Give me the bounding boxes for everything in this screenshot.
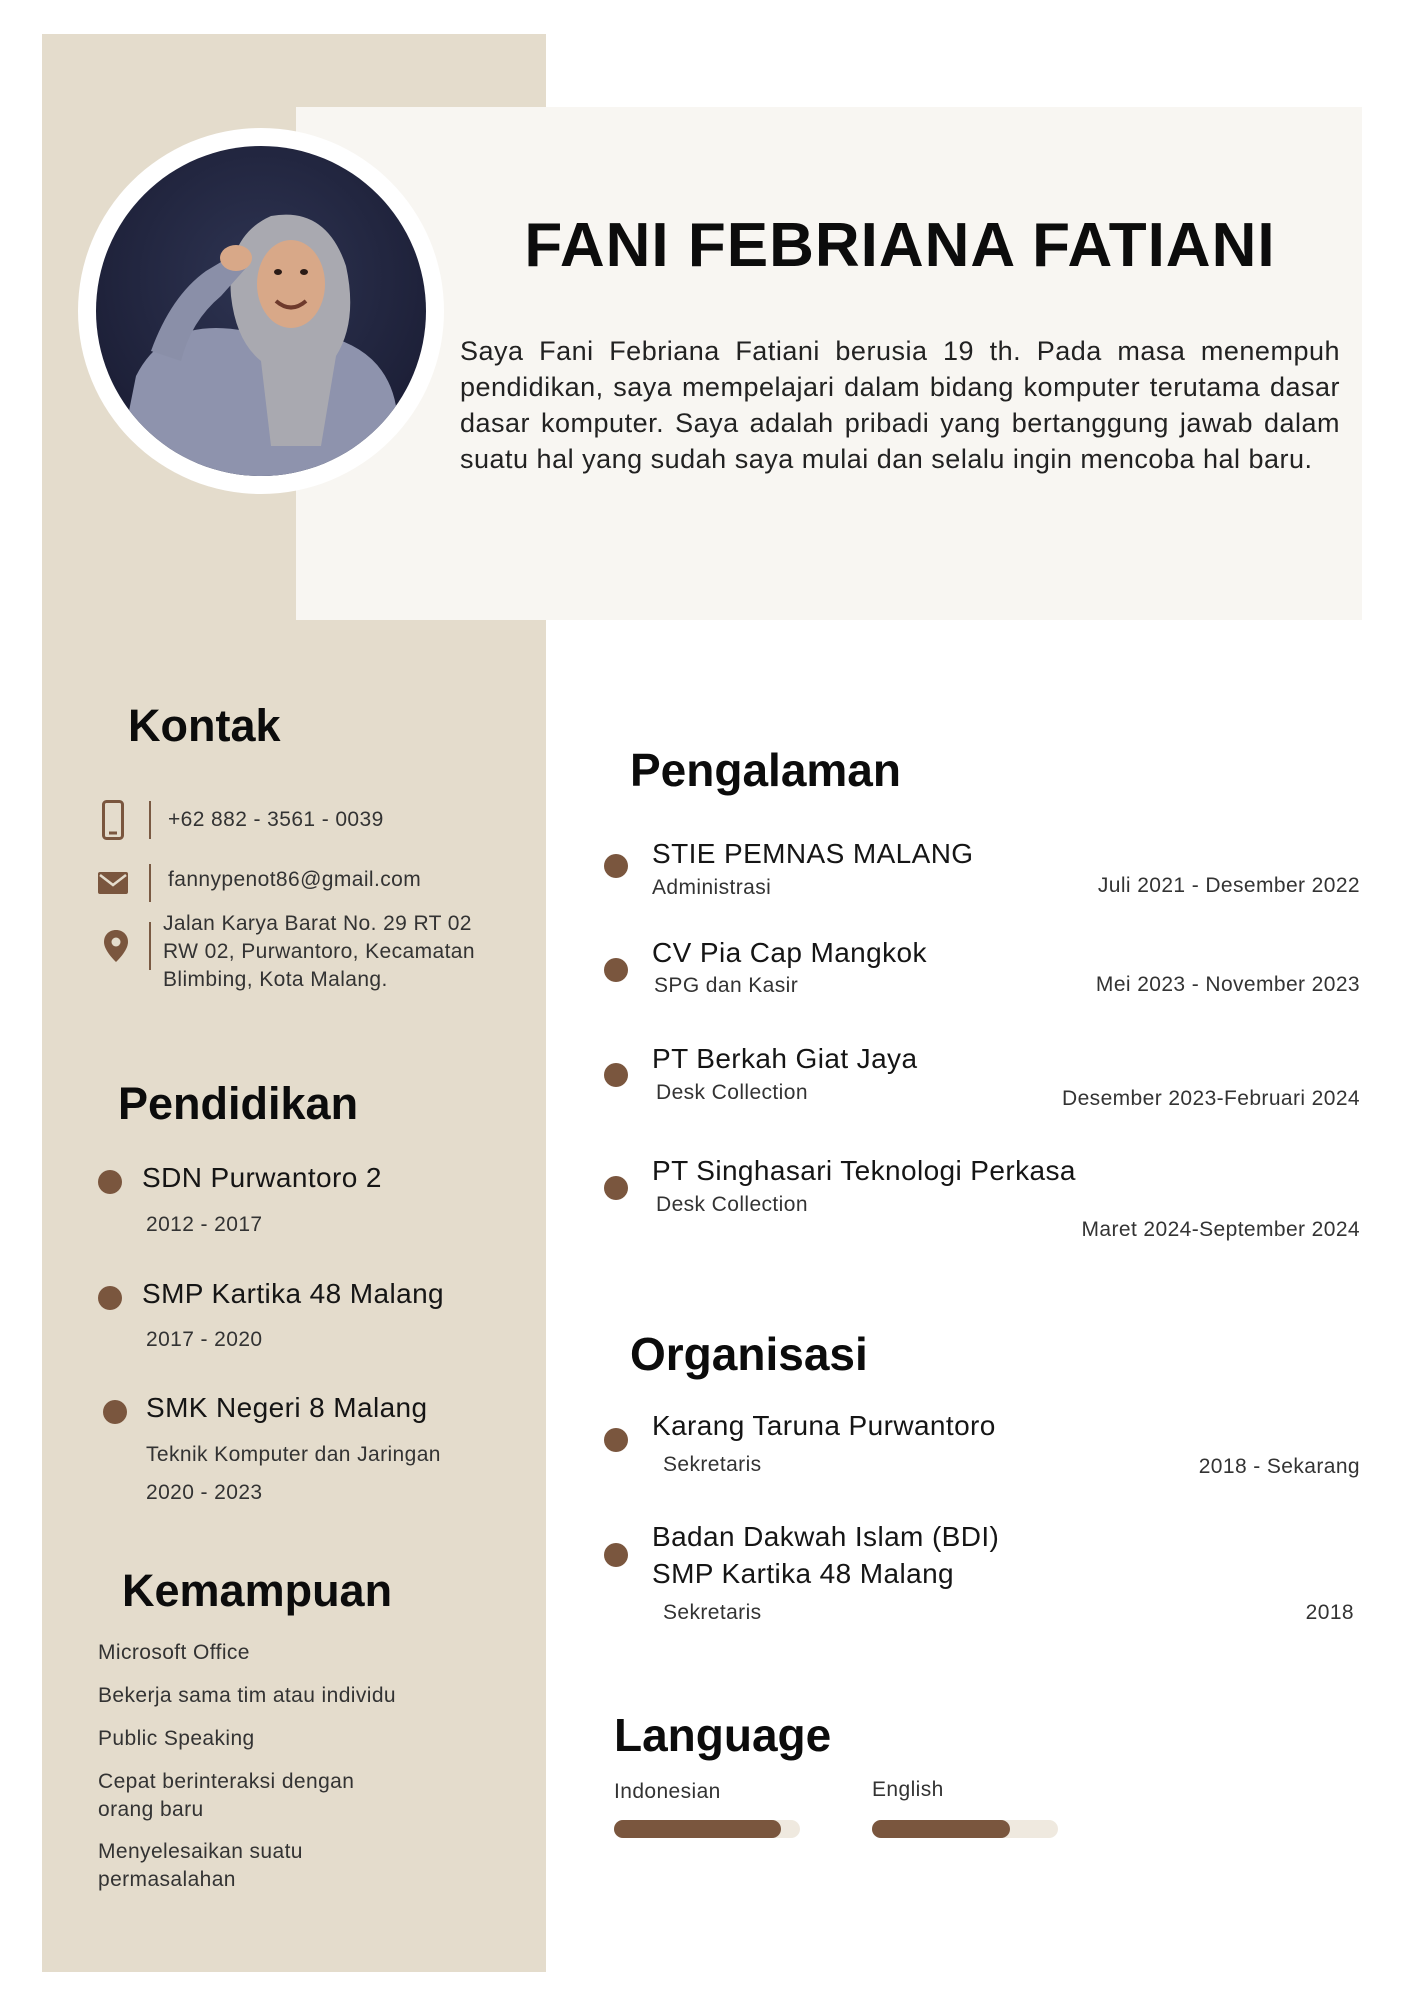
skill-item: Menyelesaikan suatu permasalahan [98,1840,303,1891]
email-address: fannypenot86@gmail.com [168,868,422,891]
education-years: 2017 - 2020 [146,1328,263,1351]
bullet-dot [604,958,628,982]
bullet-dot [604,1063,628,1087]
bullet-dot [103,1400,127,1424]
bullet-dot [604,854,628,878]
bullet-dot [98,1286,122,1310]
education-heading: Pendidikan [118,1078,359,1129]
organization-name: Karang Taruna Purwantoro [652,1410,996,1441]
skill-item: Cepat berinteraksi dengan orang baru [98,1770,355,1821]
address: Jalan Karya Barat No. 29 RT 02 RW 02, Purwantoro, Kecamatan Blimbing, Kota Malang. [163,912,475,991]
language-heading: Language [614,1709,832,1761]
language-bar-track [614,1820,800,1838]
experience-heading: Pengalaman [630,744,901,796]
language-level-bar [614,1820,781,1838]
skill-item: Microsoft Office [98,1641,250,1664]
education-major: Teknik Komputer dan Jaringan [146,1443,441,1466]
experience-company: CV Pia Cap Mangkok [652,937,927,968]
experience-period: Desember 2023-Februari 2024 [1062,1087,1360,1110]
language-name: English [872,1778,944,1801]
organization-role: Sekretaris [663,1453,762,1476]
organization-period: 2018 - Sekarang [1198,1455,1360,1478]
skill-item: Public Speaking [98,1727,255,1750]
skills-heading: Kemampuan [122,1565,393,1616]
education-years: 2012 - 2017 [146,1213,263,1236]
experience-period: Juli 2021 - Desember 2022 [1097,874,1360,897]
experience-role: Administrasi [652,876,772,899]
experience-role: SPG dan Kasir [654,974,799,997]
skill-item: Bekerja sama tim atau individu [98,1684,396,1707]
divider [149,922,151,970]
organization-role: Sekretaris [663,1601,762,1624]
phone-icon [102,800,124,840]
experience-role: Desk Collection [656,1081,808,1104]
education-school: SMK Negeri 8 Malang [146,1392,428,1423]
experience-role: Desk Collection [656,1193,808,1216]
portrait-photo [96,146,426,476]
bullet-dot [604,1428,628,1452]
location-icon [104,930,128,962]
education-years: 2020 - 2023 [146,1481,263,1504]
contact-heading: Kontak [128,700,281,751]
bullet-dot [98,1170,122,1194]
candidate-name: FANI FEBRIANA FATIANI [524,211,1276,280]
divider [149,864,151,902]
bullet-dot [604,1543,628,1567]
organization-period: 2018 [1305,1601,1354,1624]
experience-company: PT Berkah Giat Jaya [652,1043,918,1074]
experience-company: STIE PEMNAS MALANG [652,838,974,869]
organization-heading: Organisasi [630,1328,868,1380]
portrait-illustration [96,146,426,476]
experience-company: PT Singhasari Teknologi Perkasa [652,1155,1076,1186]
education-school: SDN Purwantoro 2 [142,1162,382,1193]
language-bar-track [872,1820,1058,1838]
phone-number: +62 882 - 3561 - 0039 [168,808,384,831]
organization-name-line2: SMP Kartika 48 Malang [652,1558,955,1589]
profile-summary: Saya Fani Febriana Fatiani berusia 19 th. Pada masa menempuh pendidikan, saya mempelajari dalam bidang komputer terutama dasar dasar komputer. Saya adalah pribadi yang bertanggung jawab dalam suatu hal yang sudah saya mulai dan selalu ingin mencoba hal baru. [460,336,1340,474]
language-name: Indonesian [614,1780,721,1803]
mail-icon [98,872,128,894]
divider [149,801,151,839]
experience-period: Maret 2024-September 2024 [1081,1218,1360,1241]
experience-period: Mei 2023 - November 2023 [1095,973,1360,996]
language-level-bar [872,1820,1010,1838]
organization-name-line1: Badan Dakwah Islam (BDI) [652,1521,1000,1552]
bullet-dot [604,1176,628,1200]
education-school: SMP Kartika 48 Malang [142,1278,445,1309]
